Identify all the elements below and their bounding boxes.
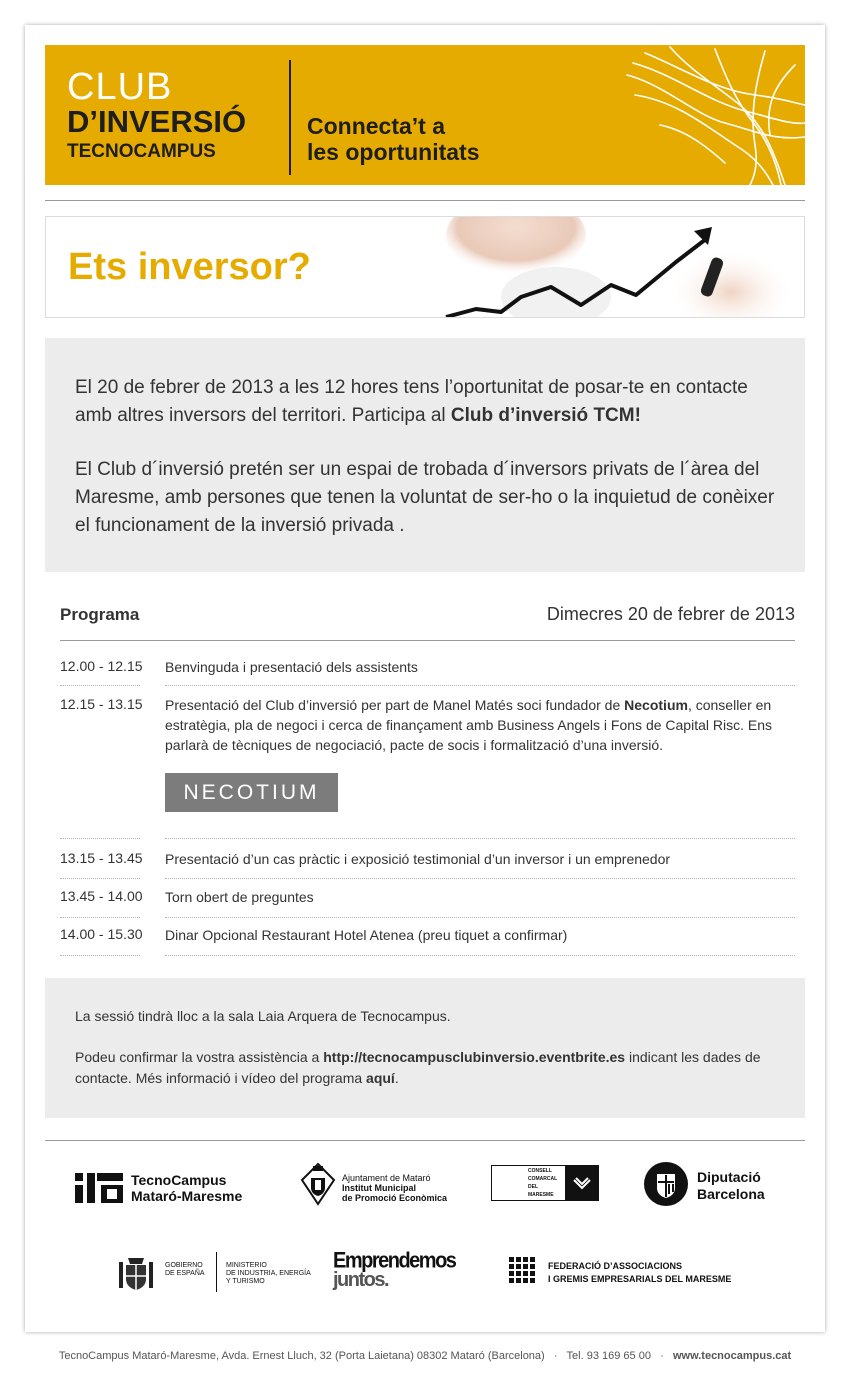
header-divider — [289, 60, 291, 175]
info-section — [45, 978, 805, 1118]
federacio-grid-icon — [509, 1257, 537, 1285]
emprendemos-juntos-logo — [333, 1250, 483, 1296]
schedule-time: 13.45 - 14.00 — [60, 888, 143, 904]
tecnocampus-mark-icon — [75, 1173, 123, 1203]
location-text: La sessió tindrà lloc a la sala Laia Arquera de Tecnocampus. — [75, 1008, 451, 1024]
tecnocampus-logo — [75, 1171, 260, 1205]
footer — [0, 1350, 850, 1362]
ajuntament-line2: Institut Municipal — [342, 1183, 416, 1193]
gobierno-line2: DE ESPAÑA — [165, 1270, 205, 1277]
intro-section — [45, 338, 805, 572]
hero-title: Ets inversor? — [68, 246, 311, 288]
gobierno-line1: GOBIERNO — [165, 1262, 203, 1269]
row-divider — [60, 917, 140, 918]
necotium-logo: NECOTIUM — [165, 773, 338, 812]
schedule-time: 14.00 - 15.30 — [60, 926, 143, 942]
program-title: Programa — [60, 605, 140, 624]
row-divider — [165, 917, 795, 918]
program-date: Dimecres 20 de febrer de 2013 — [546, 604, 795, 624]
sponsor-name: Necotium — [624, 697, 688, 713]
intro-highlight: Club d’inversió TCM! — [450, 405, 641, 426]
federacio-line1: FEDERACIÓ D’ASSOCIACIONS — [548, 1261, 683, 1271]
row-divider — [165, 955, 795, 956]
logos-rule — [45, 1140, 805, 1141]
program-rule — [60, 640, 795, 641]
intro-text: El 20 de febrer de 2013 a les 12 hores tens l’oportunitat de posar-te en contacte amb altres inversors del territori. Participa al — [75, 377, 748, 426]
emprendemos-line2: juntos. — [333, 1269, 389, 1291]
mataro-shield-icon — [300, 1162, 336, 1206]
row-divider — [165, 838, 795, 839]
consell-line3: DEL — [528, 1184, 538, 1190]
schedule-desc: Dinar Opcional Restaurant Hotel Atenea (preu tiquet a confirmar) — [165, 927, 568, 943]
confirm-text-mid: indicant les dades de contacte. Més informació i vídeo del programa — [75, 1049, 761, 1086]
tecnocampus-name: TecnoCampus — [131, 1172, 227, 1188]
tagline-line1: Connecta’t a — [307, 113, 446, 139]
row-divider — [60, 685, 140, 686]
consell-emblem-icon — [565, 1166, 599, 1200]
diputacio-line1: Diputació — [697, 1169, 761, 1185]
ajuntament-line3: de Promoció Econòmica — [342, 1193, 448, 1203]
confirm-text-start: Podeu confirmar la vostra assistència a — [75, 1049, 324, 1065]
footer-separator: · — [660, 1350, 664, 1362]
ministerio-line3: Y TURISMO — [226, 1278, 265, 1285]
diputacio-barcelona-logo — [644, 1162, 794, 1208]
footer-address: TecnoCampus Mataró-Maresme, Avda. Ernest Lluch, 32 (Porta Laietana) 08302 Mataró (Barcelona) — [58, 1350, 545, 1362]
footer-separator: · — [553, 1350, 558, 1362]
schedule-time: 12.00 - 12.15 — [60, 658, 143, 674]
tagline-line2: les oportunitats — [307, 139, 480, 165]
header-rule — [45, 200, 805, 201]
confirm-text-end: . — [394, 1070, 399, 1086]
intro-paragraph-2: El Club d´inversió pretén ser un espai de trobada d´inversors privats de l´àrea del Maresme, amb persones que tenen la voluntat de ser-ho o la inquietud de conèixer el funcionament de la inversió privada . — [75, 459, 775, 536]
row-divider — [60, 878, 140, 879]
schedule-desc — [165, 695, 795, 755]
ministerio-line1: MINISTERIO — [226, 1262, 267, 1269]
diputacio-emblem-icon — [644, 1162, 688, 1206]
newsletter-card — [25, 25, 825, 1332]
club-title-line2: D’INVERSIÓ — [67, 104, 247, 139]
gobierno-divider — [216, 1252, 217, 1292]
schedule-desc: Presentació d’un cas pràctic i exposició testimonial d’un inversor i un emprenedor — [165, 851, 671, 867]
federacio-associacions-logo — [509, 1257, 739, 1289]
intro-paragraph-1 — [75, 374, 785, 430]
growth-chart-illustration — [406, 217, 804, 317]
confirm-text — [75, 1047, 775, 1089]
decorative-lines-graphic — [605, 45, 805, 185]
ministerio-line2: DE INDUSTRIA, ENERGÍA — [226, 1270, 311, 1277]
club-title-line3: TECNOCAMPUS — [67, 141, 216, 162]
header-banner — [45, 45, 805, 185]
consell-line4: MARESME — [528, 1192, 554, 1198]
consell-comarcal-logo — [491, 1165, 599, 1201]
row-divider — [60, 955, 140, 956]
gobierno-ministerio-logo — [115, 1250, 325, 1296]
federacio-line2: I GREMIS EMPRESARIALS DEL MARESME — [548, 1274, 732, 1284]
footer-phone: Tel. 93 169 65 00 — [566, 1350, 651, 1362]
ajuntament-mataro-logo — [300, 1162, 460, 1210]
row-divider — [60, 838, 140, 839]
schedule-desc-text: , conseller en estratègia, pla de negoci i cerca de finançament amb Business Angels i Fons de Capital Risc. Ens parlarà de tècniques de negociació, pacte de socis i formalització d’una inversió. — [165, 697, 772, 753]
diputacio-line2: Barcelona — [697, 1186, 765, 1202]
schedule-desc: Benvinguda i presentació dels assistents — [165, 659, 418, 675]
spain-coat-of-arms-icon — [115, 1252, 157, 1294]
eventbrite-link[interactable]: http://tecnocampusclubinversio.eventbrite.es — [323, 1049, 626, 1065]
club-title-line1: CLUB — [67, 66, 173, 108]
ajuntament-line1: Ajuntament de Mataró — [342, 1173, 431, 1183]
schedule-desc: Torn obert de preguntes — [165, 889, 314, 905]
tecnocampus-place: Mataró-Maresme — [131, 1188, 243, 1204]
consell-line2: COMARCAL — [528, 1176, 558, 1182]
consell-line1: CONSELL — [528, 1168, 552, 1174]
row-divider — [165, 878, 795, 879]
emprendemos-line1: Emprendemos — [333, 1248, 456, 1274]
row-divider — [165, 685, 795, 686]
schedule-time: 13.15 - 13.45 — [60, 850, 143, 866]
more-info-link[interactable]: aquí — [366, 1070, 395, 1086]
schedule-desc-text: Presentació del Club d’inversió per part de Manel Matés soci fundador de — [165, 697, 625, 713]
footer-website-link[interactable]: www.tecnocampus.cat — [672, 1350, 792, 1362]
schedule-time: 12.15 - 13.15 — [60, 696, 143, 712]
hero-banner — [45, 216, 805, 318]
